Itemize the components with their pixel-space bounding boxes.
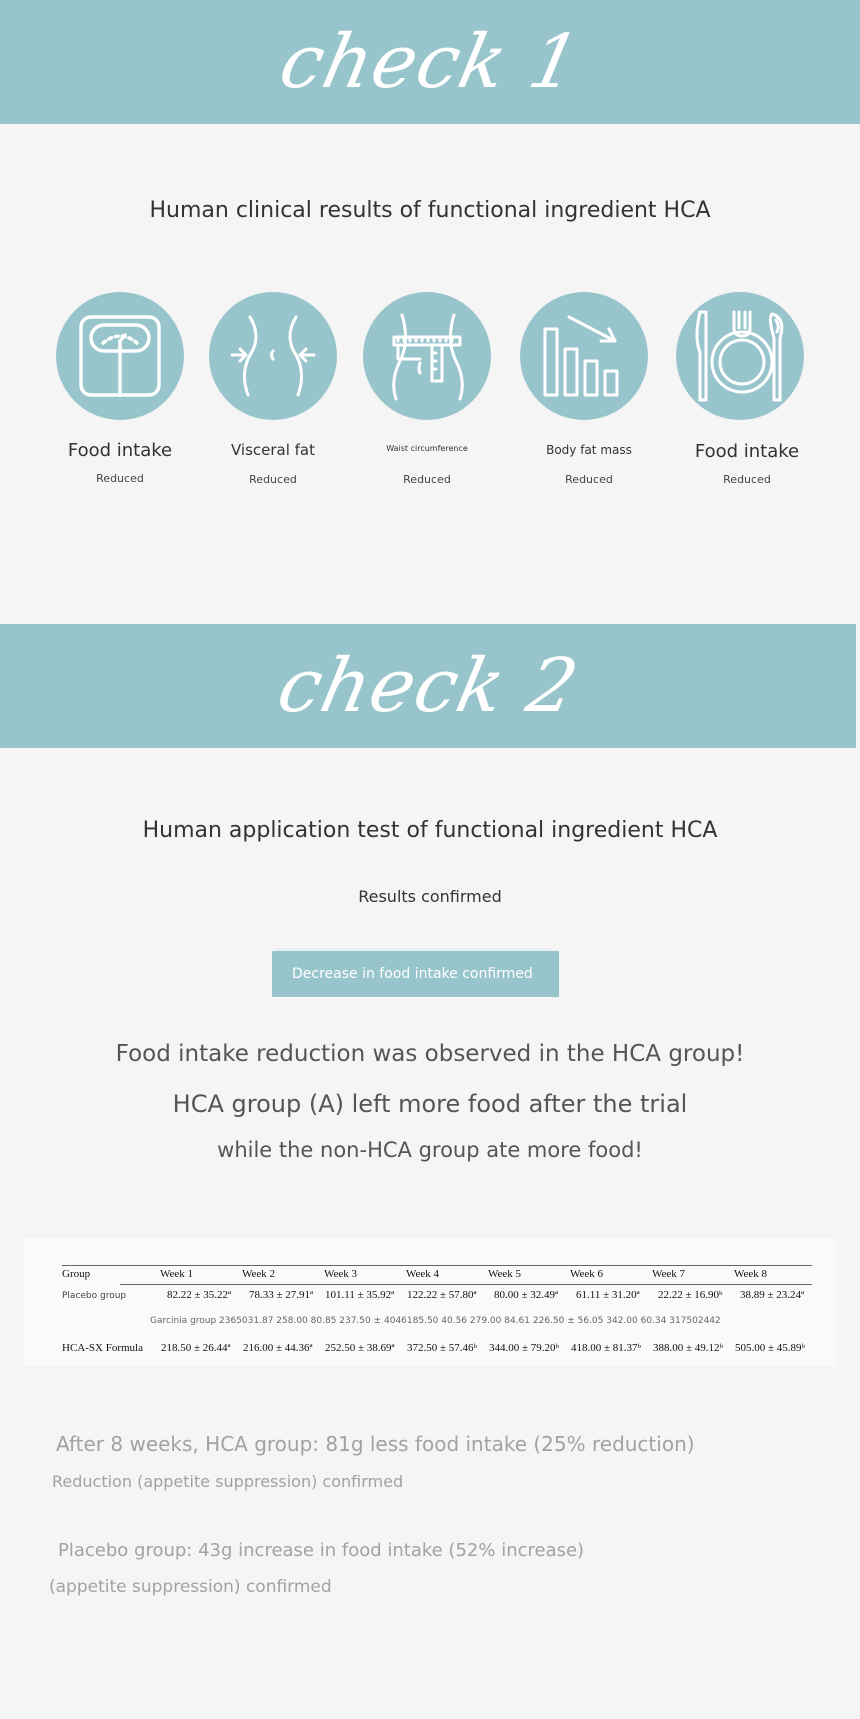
item-label: Visceral fat: [230, 441, 316, 459]
decrease-confirmed-badge: Decrease in food intake confirmed: [272, 951, 559, 997]
table-cell: 22.22 ± 16.90ᵇ: [658, 1289, 723, 1301]
scale-icon: [56, 292, 184, 420]
item-sub: Reduced: [723, 473, 771, 486]
table-cell: 218.50 ± 26.44ª: [161, 1342, 231, 1354]
garcinia-row: Garcinia group 2365031.87 258.00 80.85 237.50 ± 4046185.50 40.56 279.00 84.61 226.50 ± 56.05 342.00 60.34 317502442: [150, 1316, 721, 1326]
table-cell: 216.00 ± 44.36ª: [243, 1342, 313, 1354]
table-cell: 388.00 ± 49.12ᵇ: [653, 1342, 723, 1354]
results-confirmed: Results confirmed: [358, 887, 502, 906]
food-intake-table: [24, 1238, 836, 1366]
table-cell: 78.33 ± 27.91ª: [249, 1289, 314, 1301]
section1-title: Human clinical results of functional ingredient HCA: [149, 198, 711, 223]
note-hca-result: After 8 weeks, HCA group: 81g less food intake (25% reduction): [56, 1432, 695, 1456]
table-header: Week 2: [242, 1268, 276, 1280]
table-cell: 344.00 ± 79.20ᵇ: [489, 1342, 559, 1354]
table-cell: 505.00 ± 45.89ᵇ: [735, 1342, 805, 1354]
plate-cutlery-icon: [676, 292, 804, 420]
table-header: Week 8: [734, 1268, 768, 1280]
table-header: Group: [62, 1268, 91, 1280]
table-cell: 82.22 ± 35.22ª: [167, 1289, 232, 1301]
table-row-label: Placebo group: [62, 1291, 127, 1301]
item-label: Body fat mass: [546, 443, 632, 457]
table-cell: 122.22 ± 57.80ª: [407, 1289, 477, 1301]
item-sub: Reduced: [249, 473, 297, 486]
table-rule: [62, 1265, 812, 1266]
waist-icon: [209, 292, 337, 420]
table-header: Week 1: [160, 1268, 194, 1280]
check1-banner: [0, 0, 860, 124]
check2-banner-text: check 2: [270, 643, 586, 729]
item-label: Food intake: [67, 440, 173, 461]
note-hca-confirmed: Reduction (appetite suppression) confirmed: [52, 1472, 404, 1491]
table-header: Week 7: [652, 1268, 686, 1280]
table-cell: 38.89 ± 23.24ª: [740, 1289, 805, 1301]
table-header: Week 6: [570, 1268, 604, 1280]
note-placebo-confirmed: (appetite suppression) confirmed: [49, 1577, 332, 1597]
item-sub: Reduced: [403, 473, 451, 486]
headline-3: while the non-HCA group ate more food!: [217, 1138, 643, 1162]
item-sub: Reduced: [565, 473, 613, 486]
item-label: Waist circumference: [386, 444, 468, 453]
table-row-label: HCA-SX Formula: [62, 1342, 143, 1354]
table-cell: 418.00 ± 81.37ᵇ: [571, 1342, 641, 1354]
table-header: Week 4: [406, 1268, 440, 1280]
note-placebo-result: Placebo group: 43g increase in food intake (52% increase): [58, 1540, 585, 1561]
table-header: Week 5: [488, 1268, 522, 1280]
section2-title: Human application test of functional ingredient HCA: [142, 818, 718, 843]
table-cell: 61.11 ± 31.20ª: [576, 1289, 640, 1301]
table-rule: [120, 1284, 812, 1285]
table-cell: 372.50 ± 57.46ᵇ: [407, 1342, 477, 1354]
table-header: Week 3: [324, 1268, 358, 1280]
check2-banner: [0, 624, 856, 748]
headline-1: Food intake reduction was observed in the HCA group!: [115, 1041, 745, 1067]
table-cell: 252.50 ± 38.69ª: [325, 1342, 395, 1354]
table-cell: 80.00 ± 32.49ª: [494, 1289, 559, 1301]
headline-2: HCA group (A) left more food after the trial: [172, 1090, 688, 1118]
measuring-tape-icon: [363, 292, 491, 420]
item-label: Food intake: [694, 441, 800, 462]
check1-banner-text: check 1: [272, 19, 588, 105]
table-cell: 101.11 ± 35.92ª: [325, 1289, 395, 1301]
item-sub: Reduced: [96, 472, 144, 485]
bar-chart-decrease-icon: [520, 292, 648, 420]
